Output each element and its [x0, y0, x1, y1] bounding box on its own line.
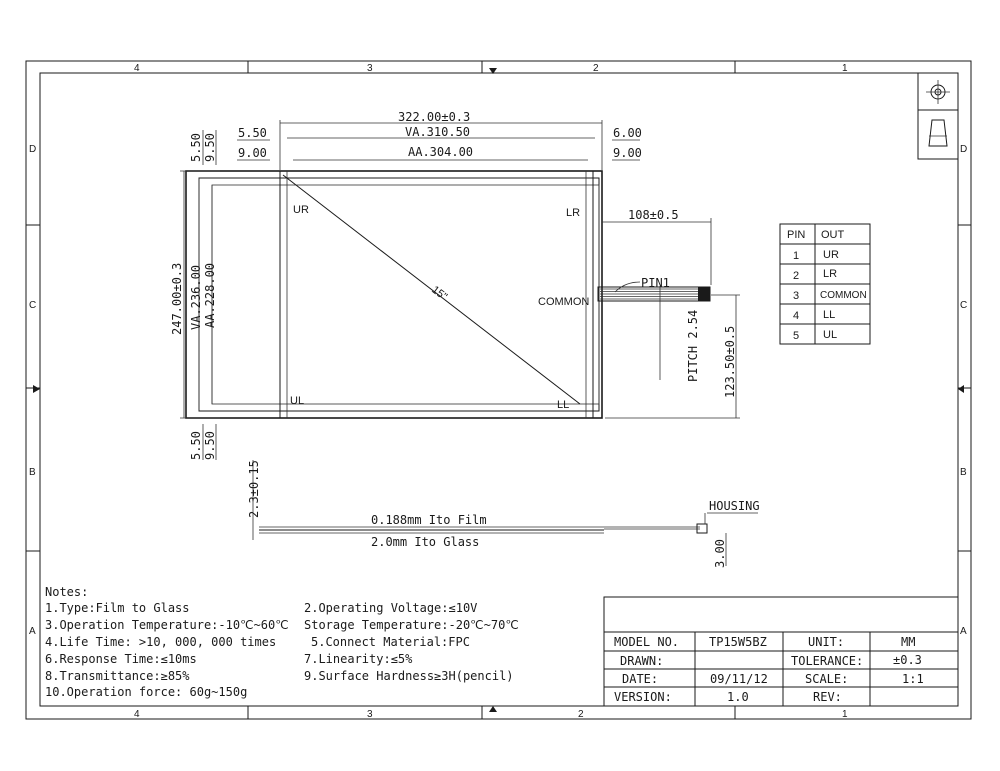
pin-table-cell: LL [823, 309, 836, 321]
zone-row-d-right: D [960, 144, 968, 155]
pin-table-cell: 5 [793, 330, 800, 342]
zone-col-2-top: 2 [593, 63, 599, 74]
note-line: 8.Transmittance:≥85% [45, 669, 190, 683]
zone-col-1-bottom: 1 [842, 709, 848, 720]
pin-table-cell: UL [823, 329, 838, 341]
note-line: 5.Connect Material:FPC [311, 635, 470, 649]
va-height-dim: VA.236.00 [189, 264, 203, 330]
pin-table-cell: COMMON [820, 290, 867, 301]
film-label: 0.188mm Ito Film [371, 513, 487, 527]
zone-col-4-bottom: 4 [134, 709, 140, 720]
note-line: 1.Type:Film to Glass [45, 601, 190, 615]
pin-table-cell: UR [823, 249, 839, 261]
corner-ur-label: UR [293, 204, 309, 216]
title-rev-label: REV: [813, 690, 842, 704]
fpc-length-dim: 108±0.5 [628, 208, 679, 222]
fpc-dimension-lines [602, 218, 740, 418]
pitch-dim: PITCH 2.54 [686, 309, 700, 382]
note-line: 3.Operation Temperature:-10℃~60℃ [45, 618, 289, 632]
left-top-dim-1: 5.50 [238, 126, 267, 140]
aa-width-dim: AA.304.00 [408, 145, 474, 159]
pin-table-cell: LR [823, 268, 838, 280]
housing-label: HOUSING [709, 499, 760, 513]
pin1-label: PIN1 [641, 276, 670, 290]
left-top-dim-2: 9.00 [238, 146, 267, 160]
zone-row-a-left: A [29, 626, 36, 637]
title-scale-label: SCALE: [805, 672, 849, 686]
pin-table-cell: 2 [793, 270, 800, 282]
overall-width-dim: 322.00±0.3 [398, 110, 471, 124]
pin-table-cell: 1 [793, 250, 800, 262]
zone-col-3-bottom: 3 [367, 709, 373, 720]
pin-table-cell: 3 [793, 290, 800, 302]
right-top-dim-1: 6.00 [613, 126, 642, 140]
vert-top-dim-1: 5.50 [189, 133, 203, 162]
touch-panel-side-view [253, 460, 758, 566]
title-date-value: 09/11/12 [710, 672, 768, 686]
note-line: Storage Temperature:-20℃~70℃ [304, 618, 519, 632]
note-line: 7.Linearity:≤5% [304, 652, 413, 666]
va-width-dim: VA.310.50 [405, 125, 471, 139]
zone-row-a-right: A [960, 626, 967, 637]
center-mark-left [33, 385, 40, 393]
center-mark-right [958, 385, 964, 393]
center-mark-bottom [489, 706, 497, 712]
zone-row-d-left: D [29, 144, 37, 155]
title-model-value: TP15W5BZ [709, 635, 767, 649]
zone-row-c-left: C [29, 300, 37, 311]
pin-table-cell: 4 [793, 310, 800, 322]
title-tolerance-value: ±0.3 [893, 653, 922, 667]
pin-table [780, 224, 870, 344]
title-scale-value: 1:1 [902, 672, 924, 686]
title-unit-value: MM [901, 635, 916, 649]
title-unit-label: UNIT: [808, 635, 845, 649]
corner-ul-label: UL [290, 395, 305, 407]
housing-height-dim: 3.00 [713, 539, 727, 568]
pin-table-header-pin: PIN [787, 229, 806, 241]
title-model-label: MODEL NO. [614, 635, 680, 649]
zone-row-c-right: C [960, 300, 968, 311]
note-line: 9.Surface Hardness≥3H(pencil) [304, 669, 514, 683]
touch-panel-front-view [186, 171, 602, 418]
vert-bot-dim-2: 9.50 [203, 431, 217, 460]
zone-row-b-left: B [29, 467, 36, 478]
right-top-dim-2: 9.00 [613, 146, 642, 160]
aa-height-dim: AA.228.00 [203, 262, 217, 328]
note-line: 4.Life Time: >10, 000, 000 times [45, 635, 277, 649]
title-version-value: 1.0 [727, 690, 749, 704]
zone-col-2-bottom: 2 [578, 709, 584, 720]
vert-top-dim-2: 9.50 [203, 133, 217, 162]
overall-height-dim: 247.00±0.3 [170, 262, 184, 335]
zone-col-3-top: 3 [367, 63, 373, 74]
zone-col-1-top: 1 [842, 63, 848, 74]
corner-lr-label: LR [566, 207, 581, 219]
notes-title: Notes: [45, 585, 89, 599]
glass-label: 2.0mm Ito Glass [371, 535, 480, 549]
diagonal-size-label: 15" [429, 283, 450, 304]
common-label: COMMON [538, 296, 590, 308]
corner-ll-label: LL [557, 399, 570, 411]
zone-col-4-top: 4 [134, 63, 140, 74]
title-version-label: VERSION: [614, 690, 672, 704]
note-line: 2.Operating Voltage:≤10V [304, 601, 478, 615]
zone-row-b-right: B [960, 467, 967, 478]
fpc-offset-dim: 123.50±0.5 [723, 325, 737, 398]
vert-bot-dim-1: 5.50 [189, 431, 203, 460]
title-date-label: DATE: [622, 672, 659, 686]
title-drawn-label: DRAWN: [620, 654, 664, 668]
thickness-dim: 2.3±0.15 [247, 460, 261, 518]
note-line: 10.Operation force: 60g~150g [45, 685, 248, 699]
title-tolerance-label: TOLERANCE: [791, 654, 864, 668]
projection-symbol-icon [918, 73, 958, 159]
pin-table-header-out: OUT [821, 229, 845, 241]
note-line: 6.Response Time:≤10ms [45, 652, 197, 666]
